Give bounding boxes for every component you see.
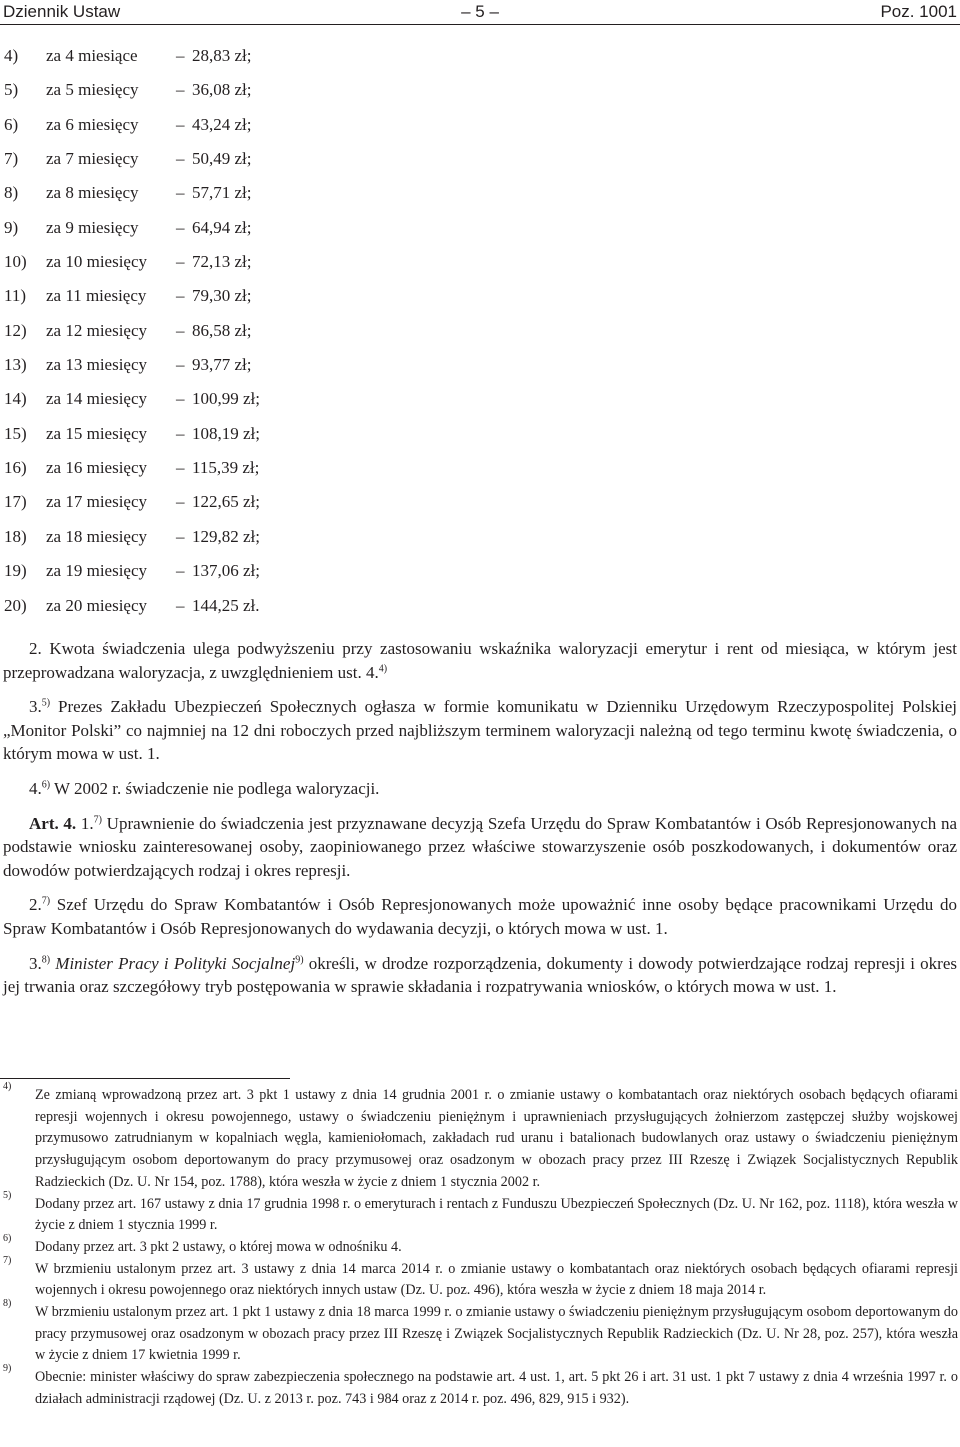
item-number: 9) — [4, 217, 19, 237]
list-item — [0, 44, 400, 78]
item-amount: 144,25 zł. — [192, 595, 260, 615]
footnotes — [0, 1081, 958, 1411]
item-dash: – — [176, 80, 185, 100]
footnote — [0, 1254, 958, 1302]
item-dash: – — [176, 114, 185, 134]
footnote-separator — [0, 1078, 290, 1079]
item-label: za 6 miesięcy — [46, 114, 139, 134]
list-item — [0, 422, 400, 456]
item-number: 10) — [4, 252, 27, 272]
item-amount: 129,82 zł; — [192, 526, 260, 546]
item-number: 4) — [4, 46, 19, 65]
list-item — [0, 525, 400, 559]
footnote-text: Dodany przez art. 3 pkt 2 ustawy, o której mowa w odnośniku 4. — [35, 1238, 402, 1255]
footnote — [0, 1232, 958, 1259]
item-dash: – — [176, 252, 185, 272]
item-label: za 12 miesięcy — [46, 320, 148, 340]
item-label: za 17 miesięcy — [46, 492, 148, 512]
footnote-mark: 9) — [3, 1363, 12, 1375]
document-body — [3, 637, 957, 999]
item-label: za 5 miesięcy — [46, 80, 139, 100]
footnote-ref[interactable]: 4) — [378, 662, 388, 674]
item-amount: 57,71 zł; — [192, 183, 252, 203]
paragraph-ust-3: 3.$^{5)}$ Prezes Zakładu Ubezpieczeń Społecznych ogłasza w formie komunikatu w Dzienniku Urzędowym Rzeczypospolitej Polskiej „Monitor Polski” co najmniej na 12 dni roboczych przed najbliższym terminem waloryzacji należną od tego terminu kwotę świadczenia, o którym mowa w ust. 1. — [3, 697, 957, 764]
item-number: 14) — [4, 389, 27, 409]
footnote-ref[interactable]: 7) — [93, 813, 102, 825]
item-amount: 79,30 zł; — [192, 286, 252, 306]
list-item — [0, 559, 400, 593]
item-number: 7) — [4, 149, 19, 169]
item-label: za 18 miesięcy — [46, 526, 148, 546]
item-label: za 7 miesięcy — [46, 149, 139, 169]
item-amount: 72,13 zł; — [192, 252, 252, 272]
paragraph-art-4-2: 2.$^{7)}$ Szef Urzędu do Spraw Kombatantów i Osób Represjonowanych może upoważnić inne osoby będące pracownikami Urzędu do Spraw Kombatantów i Osób Represjonowanych do wydawania decyzji, o których mowa w ust. 1. — [3, 895, 957, 938]
item-number: 12) — [4, 320, 27, 340]
item-label: za 14 miesięcy — [46, 389, 148, 409]
item-dash: – — [176, 183, 185, 203]
footnote-ref[interactable]: 6) — [41, 779, 51, 791]
item-number: 13) — [4, 355, 27, 375]
list-item — [0, 594, 400, 628]
footnote-mark: 5) — [3, 1189, 12, 1201]
list-item — [0, 353, 400, 387]
item-amount: 115,39 zł; — [192, 458, 260, 478]
list-item — [0, 78, 400, 112]
footnote-ref[interactable]: 7) — [41, 895, 51, 907]
list-item — [0, 181, 400, 215]
footnote-mark: 8) — [3, 1298, 12, 1310]
item-dash: – — [176, 217, 185, 237]
item-amount: 28,83 zł; — [192, 46, 252, 65]
item-amount: 43,24 zł; — [192, 114, 252, 134]
item-dash: – — [176, 286, 185, 306]
list-item — [0, 387, 400, 421]
item-dash: – — [176, 423, 185, 443]
paragraph-art-4-1: Art. 4. 1.$^{7)}$ Uprawnienie do świadczenia jest przyznawane decyzją Szefa Urzędu do Spraw Kombatantów i Osób Represjonowanych na podstawie wniosku zainteresowanej osoby, zaopiniowanego przez właściwe stowarzyszenie osób poszkodowanych, i dokumentów oraz dowodów potwierdzających rodzaj i okres represji. — [3, 813, 957, 880]
list-item — [0, 147, 400, 181]
item-number: 17) — [4, 492, 27, 512]
list-item — [0, 490, 400, 524]
item-number: 19) — [4, 561, 27, 581]
item-amount: 122,65 zł; — [192, 492, 260, 512]
footnote — [0, 1081, 958, 1194]
item-label: za 13 miesięcy — [46, 355, 148, 375]
list-item — [0, 113, 400, 147]
item-label: za 9 miesięcy — [46, 217, 139, 237]
item-dash: – — [176, 389, 185, 409]
page-header — [0, 0, 960, 26]
amount-list — [0, 44, 400, 628]
item-label: za 10 miesięcy — [46, 252, 148, 272]
minister-name: Minister Pracy i Polityki Socjalnej — [50, 953, 296, 973]
item-label: za 4 miesiące — [46, 46, 138, 65]
footnote — [0, 1189, 958, 1237]
item-dash: – — [176, 595, 185, 615]
footnote-ref[interactable]: 5) — [41, 697, 51, 709]
footnote-text: Ze zmianą wprowadzoną przez art. 3 pkt 1 ustawy z dnia 14 grudnia 2001 r. o zmianie ustawy o kombatantach oraz niektórych osobach będących ofiarami represji wojennych i okresu powojennego, ustawy o świadczeniu pieniężnym i uprawnieniach przysługujących żołnierzom zastępczej służby wojskowej przymusowo zatrudnianym w kopalniach węgla, kamieniołomach, zakładach rud uranu i batalionach budowlanych oraz ustawy o świadczeniu pieniężnym przysługującym osobom deportowanym do pracy przymusowej oraz osadzonym w obozach pracy przez III Rzeszę i Związek Socjalistycznych Republik Radzieckich (Dz. U. Nr 154, poz. 1788), która weszła w życie z dniem 1 stycznia 2002 r. — [35, 1087, 958, 1190]
item-amount: 137,06 zł; — [192, 561, 260, 581]
item-dash: – — [176, 149, 185, 169]
list-item — [0, 456, 400, 490]
paragraph-art-4-3: 3.$^{8)}$ Minister Pracy i Polityki Socjalnej$^{9)}$ określi, w drodze rozporządzenia, dokumenty i dowody potwierdzające rodzaj represji i okres jej trwania oraz szczegółowy tryb postępowania w sprawie składania i rozpatrywania wniosków, o których mowa w ust. 1. — [3, 953, 957, 997]
item-number: 15) — [4, 423, 27, 443]
item-number: 11) — [4, 286, 27, 306]
footnote-mark: 4) — [3, 1081, 12, 1092]
item-amount: 64,94 zł; — [192, 217, 252, 237]
item-number: 5) — [4, 80, 19, 100]
list-item — [0, 216, 400, 250]
journal-title: Dziennik Ustaw — [3, 2, 121, 21]
item-dash: – — [176, 526, 185, 546]
item-amount: 108,19 zł; — [192, 423, 260, 443]
footnote-mark: 7) — [3, 1254, 12, 1266]
footnote — [0, 1298, 958, 1367]
paragraph-ust-4: 4.$^{6)}$ W 2002 r. świadczenie nie podlega waloryzacji. — [29, 778, 380, 798]
item-amount: 93,77 zł; — [192, 355, 252, 375]
item-dash: – — [176, 46, 185, 65]
list-item — [0, 319, 400, 353]
item-number: 18) — [4, 526, 27, 546]
item-amount: 100,99 zł; — [192, 389, 260, 409]
list-item — [0, 284, 400, 318]
item-dash: – — [176, 355, 185, 375]
item-label: za 15 miesięcy — [46, 423, 148, 443]
position-number: Poz. 1001 — [880, 2, 957, 21]
list-item — [0, 250, 400, 284]
page-number: – 5 – — [461, 2, 499, 21]
item-dash: – — [176, 561, 185, 581]
footnote-mark: 6) — [3, 1232, 12, 1244]
footnote — [0, 1363, 958, 1410]
item-amount: 36,08 zł; — [192, 80, 252, 100]
item-number: 8) — [4, 183, 19, 203]
article-heading: Art. 4. — [29, 813, 77, 833]
footnote-text: Dodany przez art. 167 ustawy z dnia 17 grudnia 1998 r. o emeryturach i rentach z Funduszu Ubezpieczeń Społecznych (Dz. U. Nr 162, poz. 1118), która weszła w życie z dniem 1 stycznia 1999 r. — [35, 1195, 958, 1234]
paragraph-ust-2: 2. Kwota świadczenia ulega podwyższeniu przy zastosowaniu wskaźnika waloryzacji emerytur i rent od miesiąca, w którym jest przeprowadzana waloryzacja, z uwzględnieniem ust. 4.$^{4)}$ — [3, 639, 957, 682]
item-number: 16) — [4, 458, 27, 478]
item-label: za 16 miesięcy — [46, 458, 148, 478]
item-label: za 8 miesięcy — [46, 183, 139, 203]
header-rule — [0, 24, 960, 25]
footnote-text: Obecnie: minister właściwy do spraw zabezpieczenia społecznego na podstawie art. 4 ust. 1, art. 5 pkt 26 i art. 31 ust. 1 pkt 7 ustawy z dnia 4 września 1997 r. o działach administracji rządowej (Dz. U. z 2013 r. poz. 743 i 984 oraz z 2014 r. poz. 496, 829, 915 i 932). — [35, 1369, 958, 1407]
footnote-text: W brzmieniu ustalonym przez art. 3 ustawy z dnia 14 marca 2014 r. o zmianie ustawy o kombatantach oraz niektórych osobach będących ofiarami represji wojennych i okresu powojennego oraz niektórych innych ustaw (Dz. U. poz. 496), która weszła w życie z dniem 18 maja 2014 r. — [35, 1260, 958, 1299]
item-dash: – — [176, 492, 185, 512]
item-label: za 20 miesięcy — [46, 595, 148, 615]
item-amount: 50,49 zł; — [192, 149, 252, 169]
item-number: 6) — [4, 114, 19, 134]
item-label: za 19 miesięcy — [46, 561, 148, 581]
item-dash: – — [176, 458, 185, 478]
item-number: 20) — [4, 595, 27, 615]
footnote-text: W brzmieniu ustalonym przez art. 1 pkt 1 ustawy z dnia 18 marca 1999 r. o zmianie ustawy o świadczeniu pieniężnym przysługującym osobom deportowanym do pracy przymusowej oraz osadzonym w obozach pracy przez III Rzeszę i Związek Socjalistycznych Republik Radzieckich (Dz. U. Nr 28, poz. 257), która weszła w życie z dniem 17 kwietnia 1999 r. — [35, 1304, 958, 1364]
item-label: za 11 miesięcy — [46, 286, 147, 306]
footnote-ref[interactable]: 9) — [295, 953, 304, 965]
item-amount: 86,58 zł; — [192, 320, 252, 340]
item-dash: – — [176, 320, 185, 340]
footnote-ref[interactable]: 8) — [41, 953, 51, 965]
